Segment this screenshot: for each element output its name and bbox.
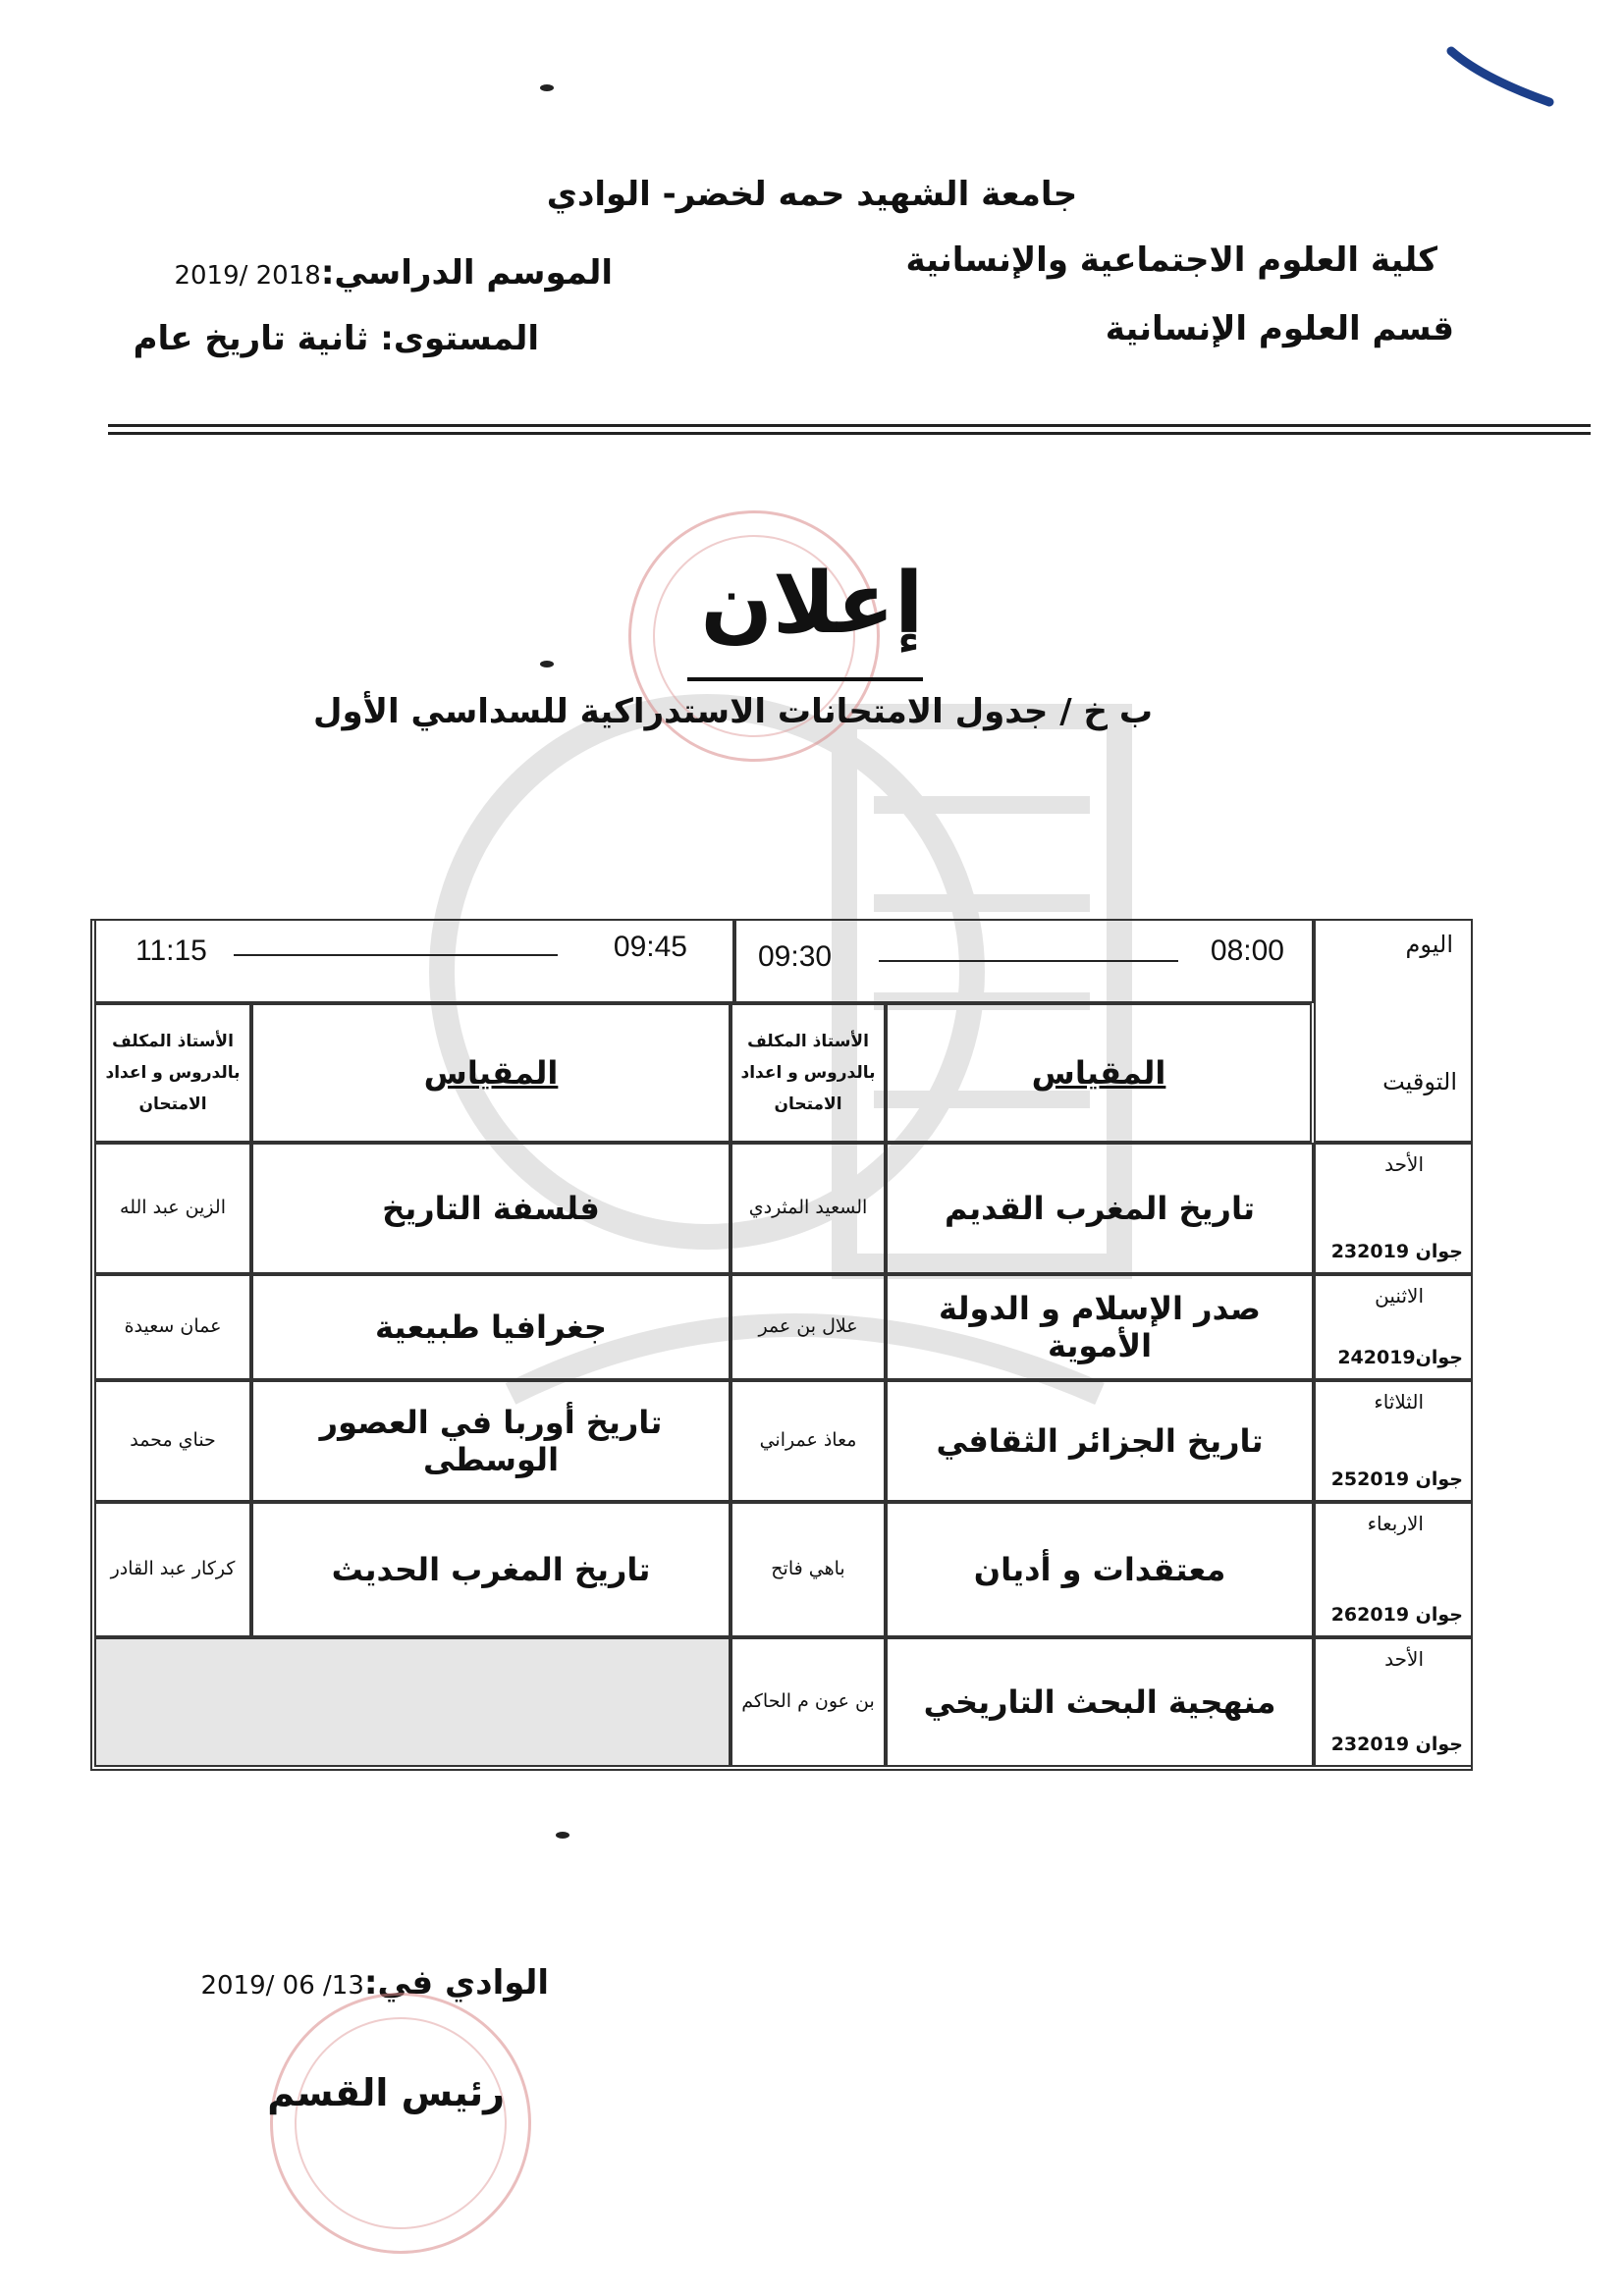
row-day-date: 25جوان 2019 xyxy=(1330,1468,1463,1490)
row-slot2-subject xyxy=(251,1502,731,1637)
scan-dot xyxy=(556,1832,569,1839)
slot1-start-time: 08:00 xyxy=(1210,934,1284,967)
row-slot2-subject xyxy=(251,1143,731,1274)
table-row-day xyxy=(1314,1502,1473,1637)
university-name: جامعة الشهيد حمه لخضر- الوادي xyxy=(546,175,1078,214)
row-slot2-subject xyxy=(251,1380,731,1502)
season-line xyxy=(174,253,613,293)
prof-text: باهي فاتح xyxy=(771,1558,845,1580)
row-slot2-prof xyxy=(94,1380,251,1502)
row-day-date: 23جوان 2019 xyxy=(1330,1241,1463,1262)
table-row-day xyxy=(1314,1637,1473,1767)
day-time-header xyxy=(1314,919,1473,1143)
subject-text: صدر الإسلام و الدولة الأموية xyxy=(939,1290,1261,1364)
time-header-label: التوقيت xyxy=(1382,1068,1457,1095)
row-day-name: الثلاثاء xyxy=(1374,1390,1424,1414)
slot2-timeline xyxy=(234,954,558,956)
footer-date: 13/ 06 /2019 xyxy=(200,1971,364,2001)
table-row-day xyxy=(1314,1380,1473,1502)
scan-mark-icon xyxy=(1443,39,1561,118)
scan-dot xyxy=(540,661,554,667)
prof-text: علال بن عمر xyxy=(758,1315,858,1338)
slot1-prof-header-label: الأستاذ المكلف بالدروس و اعداد الامتحان xyxy=(740,1031,876,1115)
day-header-label: اليوم xyxy=(1405,931,1453,958)
row-slot2-prof xyxy=(94,1143,251,1274)
prof-text: الزين عبد الله xyxy=(120,1197,226,1219)
level-line xyxy=(134,319,539,358)
department-name: قسم العلوم الإنسانية xyxy=(1105,309,1454,348)
row-slot1-prof xyxy=(731,1502,886,1637)
slot2-subject-header xyxy=(251,1003,731,1143)
place-label: الوادي في: xyxy=(363,1963,549,2002)
header-divider xyxy=(108,432,1591,435)
slot1-subject-header xyxy=(886,1003,1312,1143)
announcement-subtitle: ب خ / جدول الامتحانات الاستدراكية للسداسي الأول xyxy=(313,692,1153,731)
subject-text: تاريخ الجزائر الثقافي xyxy=(936,1422,1264,1460)
department-stamp xyxy=(270,1993,531,2254)
row-slot1-subject xyxy=(886,1637,1314,1767)
slot2-time-header xyxy=(94,919,734,1003)
level-label: المستوى: xyxy=(380,319,539,358)
subject-text: فلسفة التاريخ xyxy=(382,1190,600,1227)
slot1-subject-header-label: المقياس xyxy=(1031,1054,1166,1092)
row-slot2-subject xyxy=(251,1274,731,1380)
prof-text: السعيد المثردي xyxy=(748,1197,868,1219)
row-day-date: 26جوان 2019 xyxy=(1330,1604,1463,1626)
row-slot1-prof xyxy=(731,1637,886,1767)
slot2-subject-header-label: المقياس xyxy=(423,1054,559,1092)
slot1-time-header xyxy=(734,919,1314,1003)
row-slot1-subject xyxy=(886,1143,1314,1274)
header-divider xyxy=(108,424,1591,427)
season-label: الموسم الدراسي: xyxy=(320,253,613,293)
table-row-day xyxy=(1314,1143,1473,1274)
subject-text: تاريخ المغرب القديم xyxy=(945,1190,1255,1227)
slot2-start-time: 09:45 xyxy=(613,931,687,963)
slot1-timeline xyxy=(879,960,1178,962)
row-day-date: 24جوان2019 xyxy=(1337,1347,1463,1368)
row-day-name: الأحد xyxy=(1384,1647,1424,1671)
row-slot2-prof xyxy=(94,1274,251,1380)
signature-title: رئيس القسم xyxy=(267,2071,505,2114)
title-underline xyxy=(687,677,923,681)
row-day-name: الاربعاء xyxy=(1367,1512,1424,1535)
row-day-name: الأحد xyxy=(1384,1152,1424,1176)
row-slot2-prof xyxy=(94,1502,251,1637)
slot2-prof-header-label: الأستاذ المكلف بالدروس و اعداد الامتحان xyxy=(105,1031,241,1115)
scan-dot xyxy=(540,84,554,91)
subject-text: تاريخ المغرب الحديث xyxy=(331,1551,651,1588)
slot2-prof-header xyxy=(94,1003,251,1143)
subject-text: معتقدات و أديان xyxy=(973,1551,1226,1588)
announcement-title: إعلان xyxy=(700,555,924,653)
prof-text: عمان سعيدة xyxy=(124,1315,222,1338)
row-day-date: 23جوان 2019 xyxy=(1330,1734,1463,1755)
subject-text: جغرافيا طبيعية xyxy=(375,1308,607,1346)
subject-text: تاريخ أوربا في العصور الوسطى xyxy=(319,1404,663,1478)
row-slot1-prof xyxy=(731,1380,886,1502)
slot2-end-time: 11:15 xyxy=(135,934,207,967)
row-slot1-prof xyxy=(731,1274,886,1380)
prof-text: بن عون م الحاكم xyxy=(741,1690,875,1713)
faculty-name: كلية العلوم الاجتماعية والإنسانية xyxy=(905,240,1437,280)
row-slot1-subject xyxy=(886,1502,1314,1637)
prof-text: حناي محمد xyxy=(130,1429,216,1452)
row-slot1-prof xyxy=(731,1143,886,1274)
table-row-day xyxy=(1314,1274,1473,1380)
row-day-name: الاثنين xyxy=(1375,1284,1424,1308)
prof-text: معاذ عمراني xyxy=(759,1429,857,1452)
row-slot1-subject xyxy=(886,1274,1314,1380)
slot1-end-time: 09:30 xyxy=(758,940,833,973)
level-value: ثانية تاريخ عام xyxy=(133,319,381,358)
slot1-prof-header xyxy=(731,1003,886,1143)
season-value: 2018 /2019 xyxy=(174,261,321,291)
subject-text: منهجية البحث التاريخي xyxy=(923,1683,1276,1721)
row-slot1-subject xyxy=(886,1380,1314,1502)
prof-text: كركار عبد القادر xyxy=(110,1558,236,1580)
row-slot2-empty xyxy=(94,1637,731,1767)
